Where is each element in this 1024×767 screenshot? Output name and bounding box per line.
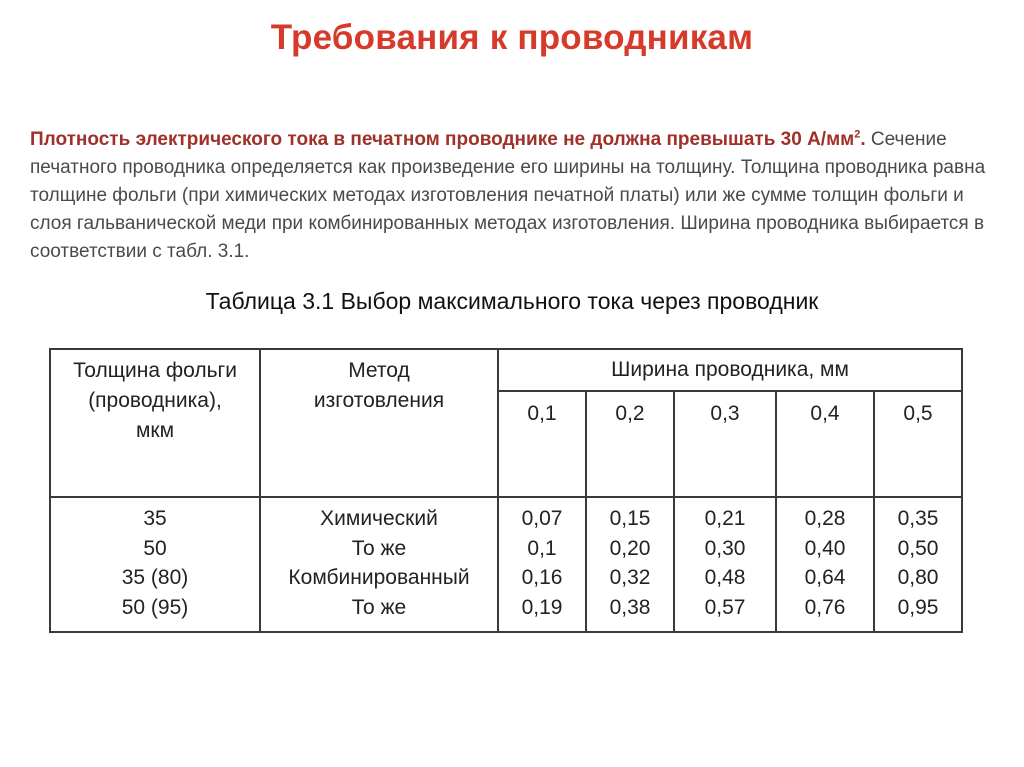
foil-value: 50 bbox=[143, 536, 167, 560]
slide-title: Требования к проводникам bbox=[270, 18, 754, 57]
foil-value: 35 (80) bbox=[121, 566, 189, 589]
current-value: 0,50 bbox=[897, 536, 939, 560]
method-cell bbox=[260, 497, 498, 632]
current-cell-w03 bbox=[674, 497, 776, 632]
header-foil-line: мкм bbox=[135, 419, 175, 442]
current-value: 0,48 bbox=[704, 566, 746, 589]
current-value: 0,16 bbox=[521, 566, 563, 589]
current-value: 0,07 bbox=[521, 507, 563, 530]
intro-paragraph bbox=[30, 126, 1000, 266]
current-cell-w02 bbox=[586, 497, 674, 632]
width-column-header: 0,1 bbox=[498, 391, 586, 497]
width-column-header: 0,4 bbox=[776, 391, 874, 497]
current-value: 0,19 bbox=[521, 595, 563, 619]
method-value: То же bbox=[351, 595, 407, 619]
current-value: 0,35 bbox=[897, 507, 939, 530]
current-value: 0,28 bbox=[804, 507, 846, 530]
width-column-header: 0,5 bbox=[874, 391, 962, 497]
table-header-row bbox=[50, 349, 962, 391]
header-method-line: изготовления bbox=[313, 389, 445, 412]
current-value: 0,40 bbox=[804, 536, 846, 560]
intro-lead-end: . bbox=[860, 129, 866, 150]
current-cell-w04 bbox=[776, 497, 874, 632]
current-value: 0,20 bbox=[609, 536, 651, 560]
width-column-header: 0,3 bbox=[674, 391, 776, 497]
intro-lead-superscript: 2 bbox=[854, 128, 861, 141]
current-value: 0,80 bbox=[897, 566, 939, 589]
foil-value: 35 bbox=[143, 507, 167, 530]
header-method bbox=[260, 349, 498, 497]
header-method-line: Метод bbox=[348, 359, 410, 382]
foil-cell bbox=[50, 497, 260, 632]
header-foil-line: Толщина фольги bbox=[73, 359, 237, 382]
table-data-row bbox=[50, 497, 962, 632]
method-value: Комбинированный bbox=[288, 566, 470, 589]
header-conductor-width: Ширина проводника, мм bbox=[498, 349, 962, 391]
current-value: 0,57 bbox=[704, 595, 746, 619]
header-foil-thickness bbox=[50, 349, 260, 497]
current-value: 0,30 bbox=[704, 536, 746, 560]
width-column-header: 0,2 bbox=[586, 391, 674, 497]
intro-body: Сечение печатного проводника определяется как произведение его ширины на толщину. Толщина проводника равна толщине фольги (при химических методах изготовления печатной платы) или же сумме толщин фольги и слоя гальванической меди при комбинированных методах изготовления. Ширина проводника выбирается в соответствии с табл. 3.1. bbox=[30, 129, 986, 262]
current-value: 0,15 bbox=[609, 507, 651, 530]
current-value: 0,21 bbox=[704, 507, 746, 530]
current-value: 0,64 bbox=[804, 566, 846, 589]
current-value: 0,32 bbox=[609, 566, 651, 589]
foil-value: 50 (95) bbox=[121, 595, 189, 619]
intro-lead bbox=[30, 129, 866, 150]
current-value: 0,38 bbox=[609, 595, 651, 619]
current-cell-w05 bbox=[874, 497, 962, 632]
current-value: 0,95 bbox=[897, 595, 939, 619]
intro-lead-text: Плотность электрического тока в печатном проводнике не должна превышать 30 А/мм bbox=[30, 129, 855, 150]
current-cell-w01 bbox=[498, 497, 586, 632]
current-value: 0,1 bbox=[527, 536, 557, 560]
method-value: Химический bbox=[320, 507, 438, 530]
table-caption: Таблица 3.1 Выбор максимального тока через проводник bbox=[205, 288, 819, 314]
conductor-table bbox=[49, 348, 963, 633]
method-value: То же bbox=[351, 536, 407, 560]
header-foil-line: (проводника), bbox=[88, 389, 222, 412]
current-value: 0,76 bbox=[804, 595, 846, 619]
